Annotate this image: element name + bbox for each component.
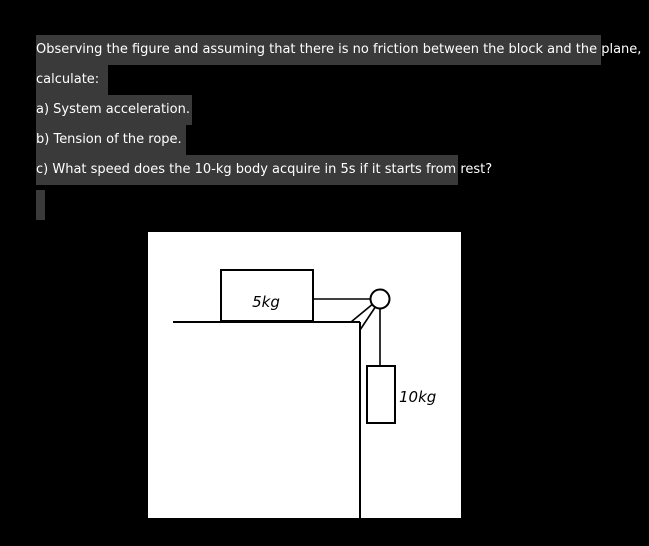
problem-line-1: Observing the figure and assuming that there is no friction between the block and the plane, xyxy=(36,35,601,65)
problem-line-2: calculate: xyxy=(36,65,108,95)
pulley-bracket xyxy=(351,303,374,322)
question-c: c) What speed does the 10-kg body acquire in 5s if it starts from rest? xyxy=(36,155,458,185)
pulley-diagram xyxy=(148,232,461,518)
block-on-table-label: 5kg xyxy=(252,293,280,311)
hanging-block xyxy=(367,366,395,423)
pulley-bracket-inner xyxy=(360,306,376,330)
question-b: b) Tension of the rope. xyxy=(36,125,186,155)
question-a: a) System acceleration. xyxy=(36,95,192,125)
highlight-empty-line xyxy=(36,190,45,220)
pulley-wheel xyxy=(371,290,390,309)
pulley-figure xyxy=(148,232,461,518)
hanging-block-label: 10kg xyxy=(399,388,437,406)
